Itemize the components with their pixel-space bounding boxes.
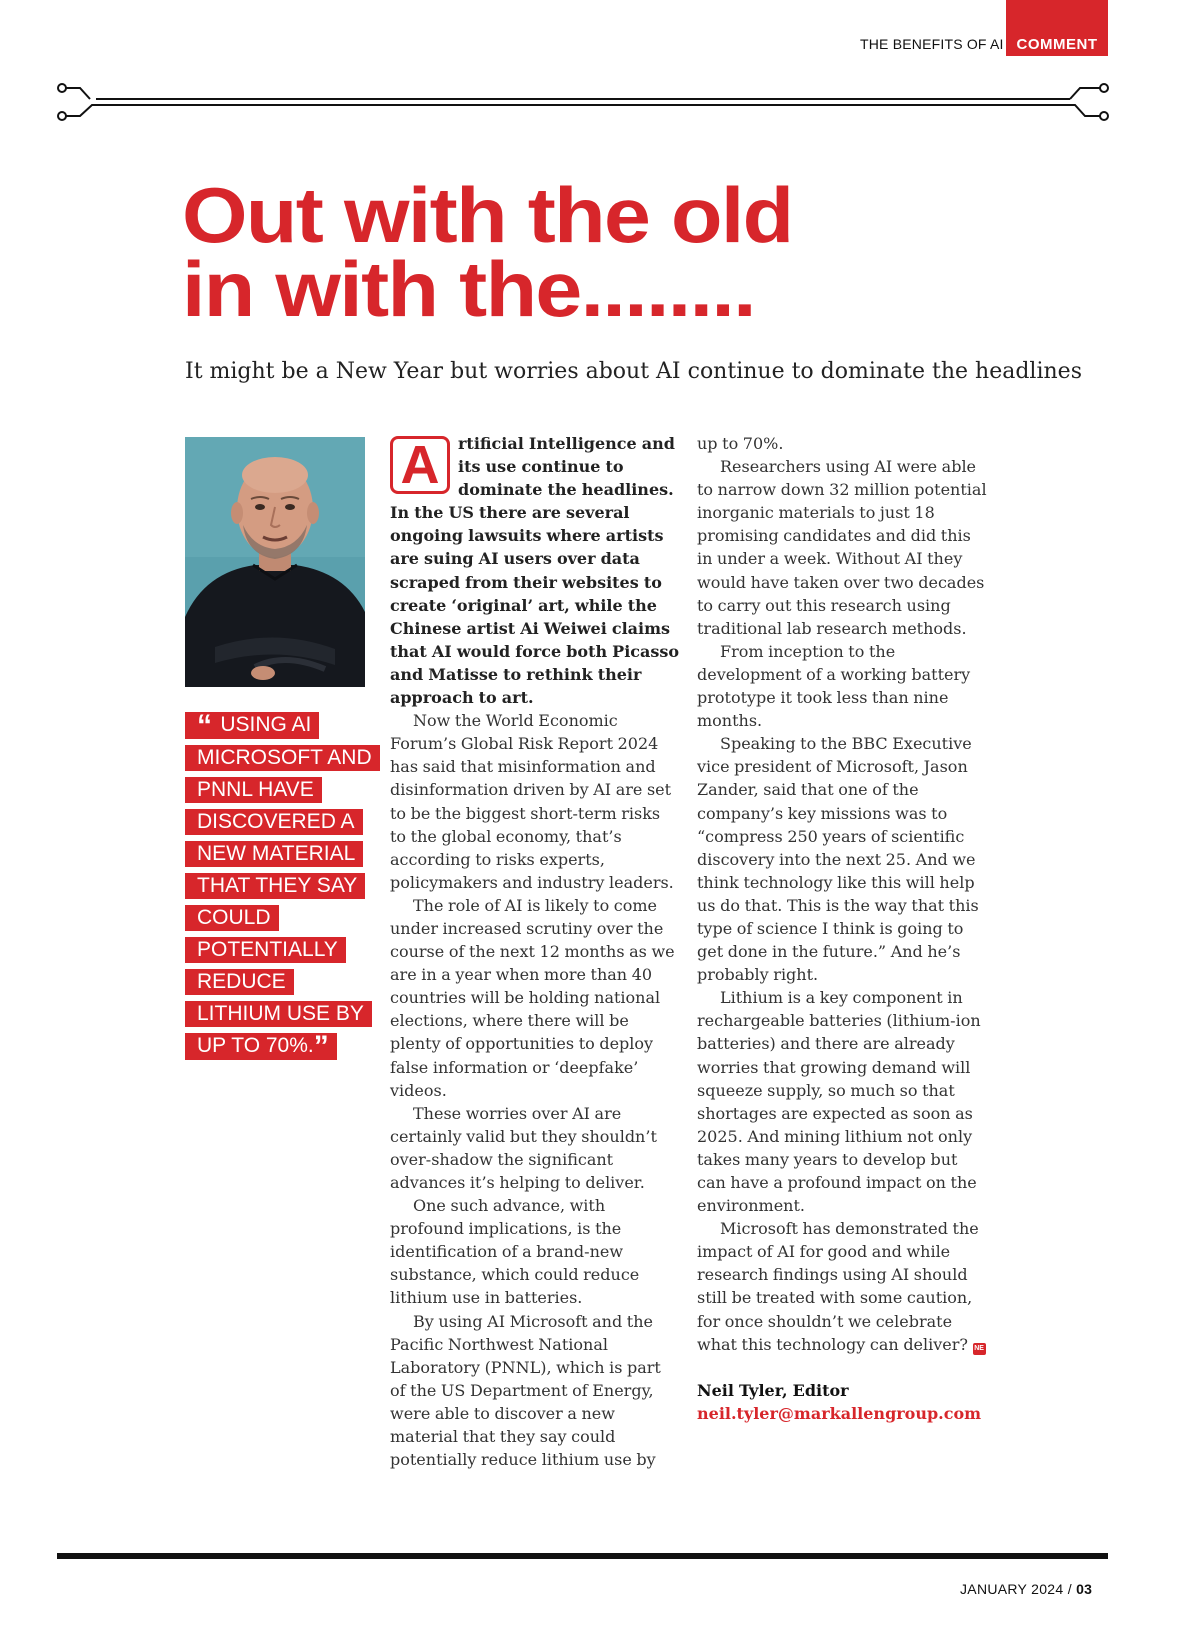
pull-quote-line-box <box>185 937 346 963</box>
pull-quote-line <box>185 1030 375 1066</box>
pull-quote <box>185 709 375 1066</box>
author-signoff: Neil Tyler, Editor <box>697 1380 849 1400</box>
footer-rule <box>57 1553 1108 1559</box>
pull-quote-line <box>185 905 375 937</box>
closing-text: Microsoft has demonstrated the impact of AI for good and while research findings using AI should still be treated with some caution, for once shouldn’t we celebrate what this technology can deliver? <box>697 1219 979 1354</box>
lead-paragraph <box>390 432 680 709</box>
footer-folio <box>960 1581 1092 1597</box>
pull-quote-text: DISCOVERED A <box>197 810 355 833</box>
section-label: THE BENEFITS OF AI <box>860 36 1004 52</box>
paragraph: Lithium is a key component in rechargeable batteries (lithium-ion batteries) and there are already worries that growing demand will squeeze supply, so much so that shortages are expected as soon as 2025. And mining lithium not only takes many years to develop but can have a profound impact on the environment. <box>697 988 981 1216</box>
pull-quote-text: USING AI <box>220 713 312 736</box>
pull-quote-text: LITHIUM USE BY <box>197 1002 364 1025</box>
pull-quote-text: REDUCE <box>197 970 286 993</box>
paragraph: By using AI Microsoft and the Pacific Northwest National Laboratory (PNNL), which is part of the US Department of Energy, were able to discover a new material that they say could potentially reduce lithium use by <box>390 1311 661 1470</box>
headline-line-1: Out with the old <box>182 171 793 259</box>
pull-quote-line <box>185 777 375 809</box>
pull-quote-line-box <box>185 969 294 995</box>
paragraph: Now the World Economic Forum’s Global Risk Report 2024 has said that misinformation and disinformation driven by AI are set to be the biggest short-term risks to the global economy, that’s according to risks experts, policymakers and industry leaders. <box>390 711 674 892</box>
standfirst: It might be a New Year but worries about AI continue to dominate the headlines <box>185 359 1082 384</box>
paragraph-continued: up to 70%. <box>697 434 784 453</box>
pull-quote-text: NEW MATERIAL <box>197 842 356 865</box>
headline-line-2: in with the........ <box>182 245 755 333</box>
paragraph <box>697 1217 987 1356</box>
pull-quote-text: UP TO 70%. <box>197 1034 314 1057</box>
article-column-1 <box>390 432 680 1471</box>
pull-quote-text: MICROSOFT AND <box>197 746 372 769</box>
pull-quote-line-box <box>185 709 319 742</box>
pull-quote-text: PNNL HAVE <box>197 778 314 801</box>
article-column-2 <box>697 432 987 1425</box>
pull-quote-text: COULD <box>197 906 271 929</box>
pull-quote-line-box <box>185 745 380 771</box>
pull-quote-line <box>185 809 375 841</box>
paragraph: From inception to the development of a working battery prototype it took less than nine months. <box>697 641 971 731</box>
pull-quote-line-box <box>185 1030 337 1063</box>
pull-quote-line-box <box>185 873 365 899</box>
lead-text: rtificial Intelligence and its use continue to dominate the headlines. In the US there are several ongoing lawsuits where artists are suing AI users over data scraped from their websites to create ‘original’ art, while the Chinese artist Ai Weiwei claims that AI would force both Picasso and Matisse to rethink their approach to art. <box>390 434 680 708</box>
pull-quote-line <box>185 841 375 873</box>
pull-quote-line-box <box>185 905 279 931</box>
page-number: 03 <box>1076 1581 1093 1597</box>
pull-quote-line-box <box>185 777 322 803</box>
circuit-divider <box>0 80 1200 140</box>
pull-quote-line-box <box>185 1001 372 1027</box>
pull-quote-text: POTENTIALLY <box>197 938 338 961</box>
end-mark-icon: NE <box>973 1343 986 1355</box>
issue-date: JANUARY 2024 <box>960 1581 1064 1597</box>
headline <box>182 171 942 333</box>
paragraph: These worries over AI are certainly valid but they shouldn’t over-shadow the significant advances it’s helping to deliver. <box>390 1103 657 1192</box>
pull-quote-line-box <box>185 809 363 835</box>
drop-cap: A <box>390 436 450 494</box>
paragraph: Speaking to the BBC Executive vice president of Microsoft, Jason Zander, said that one of the company’s key missions was to “compress 250 years of scientific discovery into the next 25. And we think technology like this will help us do that. This is the way that this type of science I think is going to get done in the future.” And he’s probably right. <box>697 734 979 985</box>
pull-quote-line <box>185 1001 375 1033</box>
pull-quote-text: THAT THEY SAY <box>197 874 358 897</box>
pull-quote-line <box>185 969 375 1001</box>
paragraph: One such advance, with profound implications, is the identification of a brand-new substance, which could reduce lithium use in batteries. <box>390 1196 640 1308</box>
open-quote-icon: “ <box>197 709 221 742</box>
paragraph: The role of AI is likely to come under increased scrutiny over the course of the next 12 months as we are in a year when more than 40 countries will be holding national elections, where there will be plenty of opportunities to deploy false information or ‘deepfake’ videos. <box>390 895 675 1100</box>
pull-quote-line-box <box>185 841 363 867</box>
paragraph: Researchers using AI were able to narrow down 32 million potential inorganic materials to just 18 promising candidates and did this in under a week. Without AI they would have taken over two decades to carry out this research using traditional lab research methods. <box>697 457 987 638</box>
pull-quote-line <box>185 745 375 777</box>
pull-quote-line <box>185 873 375 905</box>
author-email-link[interactable]: neil.tyler@markallengroup.com <box>697 1403 982 1423</box>
author-photo <box>185 437 365 687</box>
close-quote-icon: ” <box>313 1030 329 1063</box>
pull-quote-line <box>185 709 375 745</box>
folio-separator: / <box>1067 1581 1072 1597</box>
pull-quote-line <box>185 937 375 969</box>
comment-tab: COMMENT <box>1006 0 1108 56</box>
